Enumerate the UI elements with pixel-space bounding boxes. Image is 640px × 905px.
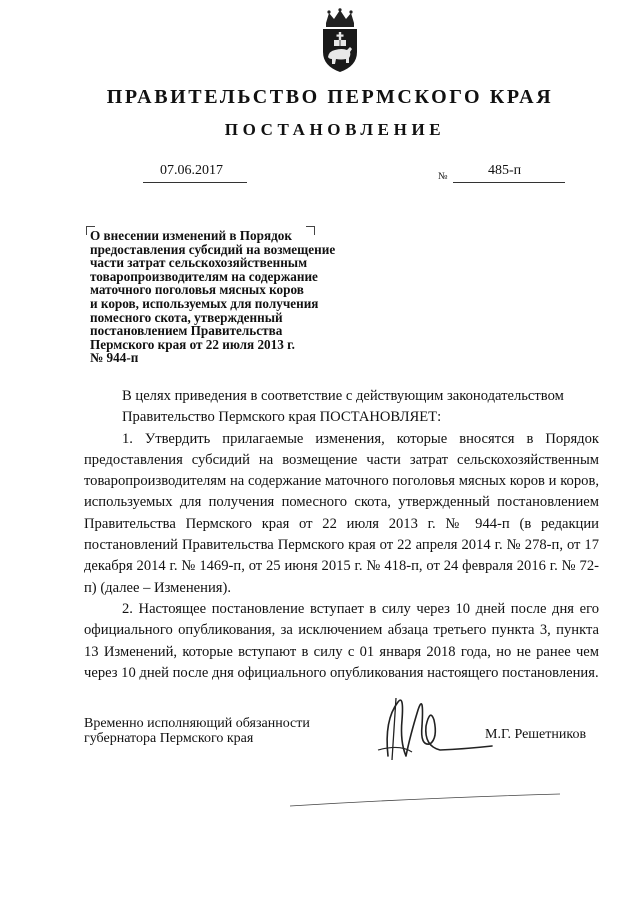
document-date: 07.06.2017: [160, 163, 223, 178]
subject-line: товаропроизводителям на содержание: [90, 268, 318, 284]
item-2-paragraph: 2. Настоящее постановление вступает в силу через 10 дней после дня его официального опубликования, за исключением абзаца третьего пункта 3, пункта 13 Изменений, которые вступают в силу с 01 января 2018 года, но не ранее чем через 10 дней после дня официального опубликования настоящего постановления.: [84, 600, 599, 681]
stray-pen-line: [0, 790, 640, 810]
subject-line: постановлением Правительства: [90, 323, 283, 339]
subject-line: помесного скота, утвержденный: [90, 309, 283, 325]
document-number: 485-п: [488, 163, 522, 178]
government-name: ПРАВИТЕЛЬСТВО ПЕРМСКОГО КРАЯ: [106, 86, 554, 108]
signatory-title-line-1: Временно исполняющий обязанности: [84, 716, 310, 731]
signatory-title: [84, 716, 310, 746]
coat-of-arms-icon: [317, 8, 363, 74]
preamble-line-2: Правительство Пермского края ПОСТАНОВЛЯЕТ:: [122, 409, 442, 426]
subject-line: маточного поголовья мясных коров: [90, 282, 304, 298]
date-underline: [143, 182, 247, 183]
document-subject: [90, 229, 390, 365]
subject-line: О внесении изменений в Порядок: [90, 228, 292, 243]
subject-line: Пермского края от 22 июля 2013 г.: [90, 336, 295, 352]
document-type: ПОСТАНОВЛЕНИЕ: [224, 120, 446, 139]
subject-line: № 944-п: [90, 350, 139, 366]
subject-line: предоставления субсидий на возмещение: [90, 241, 336, 257]
signatory-title-line-2: губернатора Пермского края: [84, 731, 254, 746]
preamble-line-1: В целях приведения в соответствие с действующим законодательством: [122, 388, 564, 404]
number-sign: №: [438, 171, 448, 182]
subject-line: и коров, используемых для получения: [90, 295, 319, 311]
number-underline: [453, 182, 565, 183]
handwritten-signature-icon: [280, 680, 510, 780]
item-1-paragraph: 1. Утвердить прилагаемые изменения, которые вносятся в Порядок предоставления субсидий на возмещение части затрат сельскохозяйственным товаропроизводителям на содержание маточного поголовья мясных коров и коров, используемых для получения помесного скота, утвержденный постановлением Правительства Пермского края от 22 июля 2013 г. № 944-п (в редакции постановлений Правительства Пермского края от 22 апреля 2014 г. № 278-п, от 17 декабря 2014 г. № 1469-п, от 25 июня 2015 г. № 418-п, от 24 февраля 2016 г. № 72-п) (далее – Изменения).: [84, 430, 599, 596]
document-body: [84, 386, 599, 684]
signatory-name: М.Г. Решетников: [485, 727, 587, 742]
subject-line: части затрат сельскохозяйственным: [90, 255, 308, 271]
